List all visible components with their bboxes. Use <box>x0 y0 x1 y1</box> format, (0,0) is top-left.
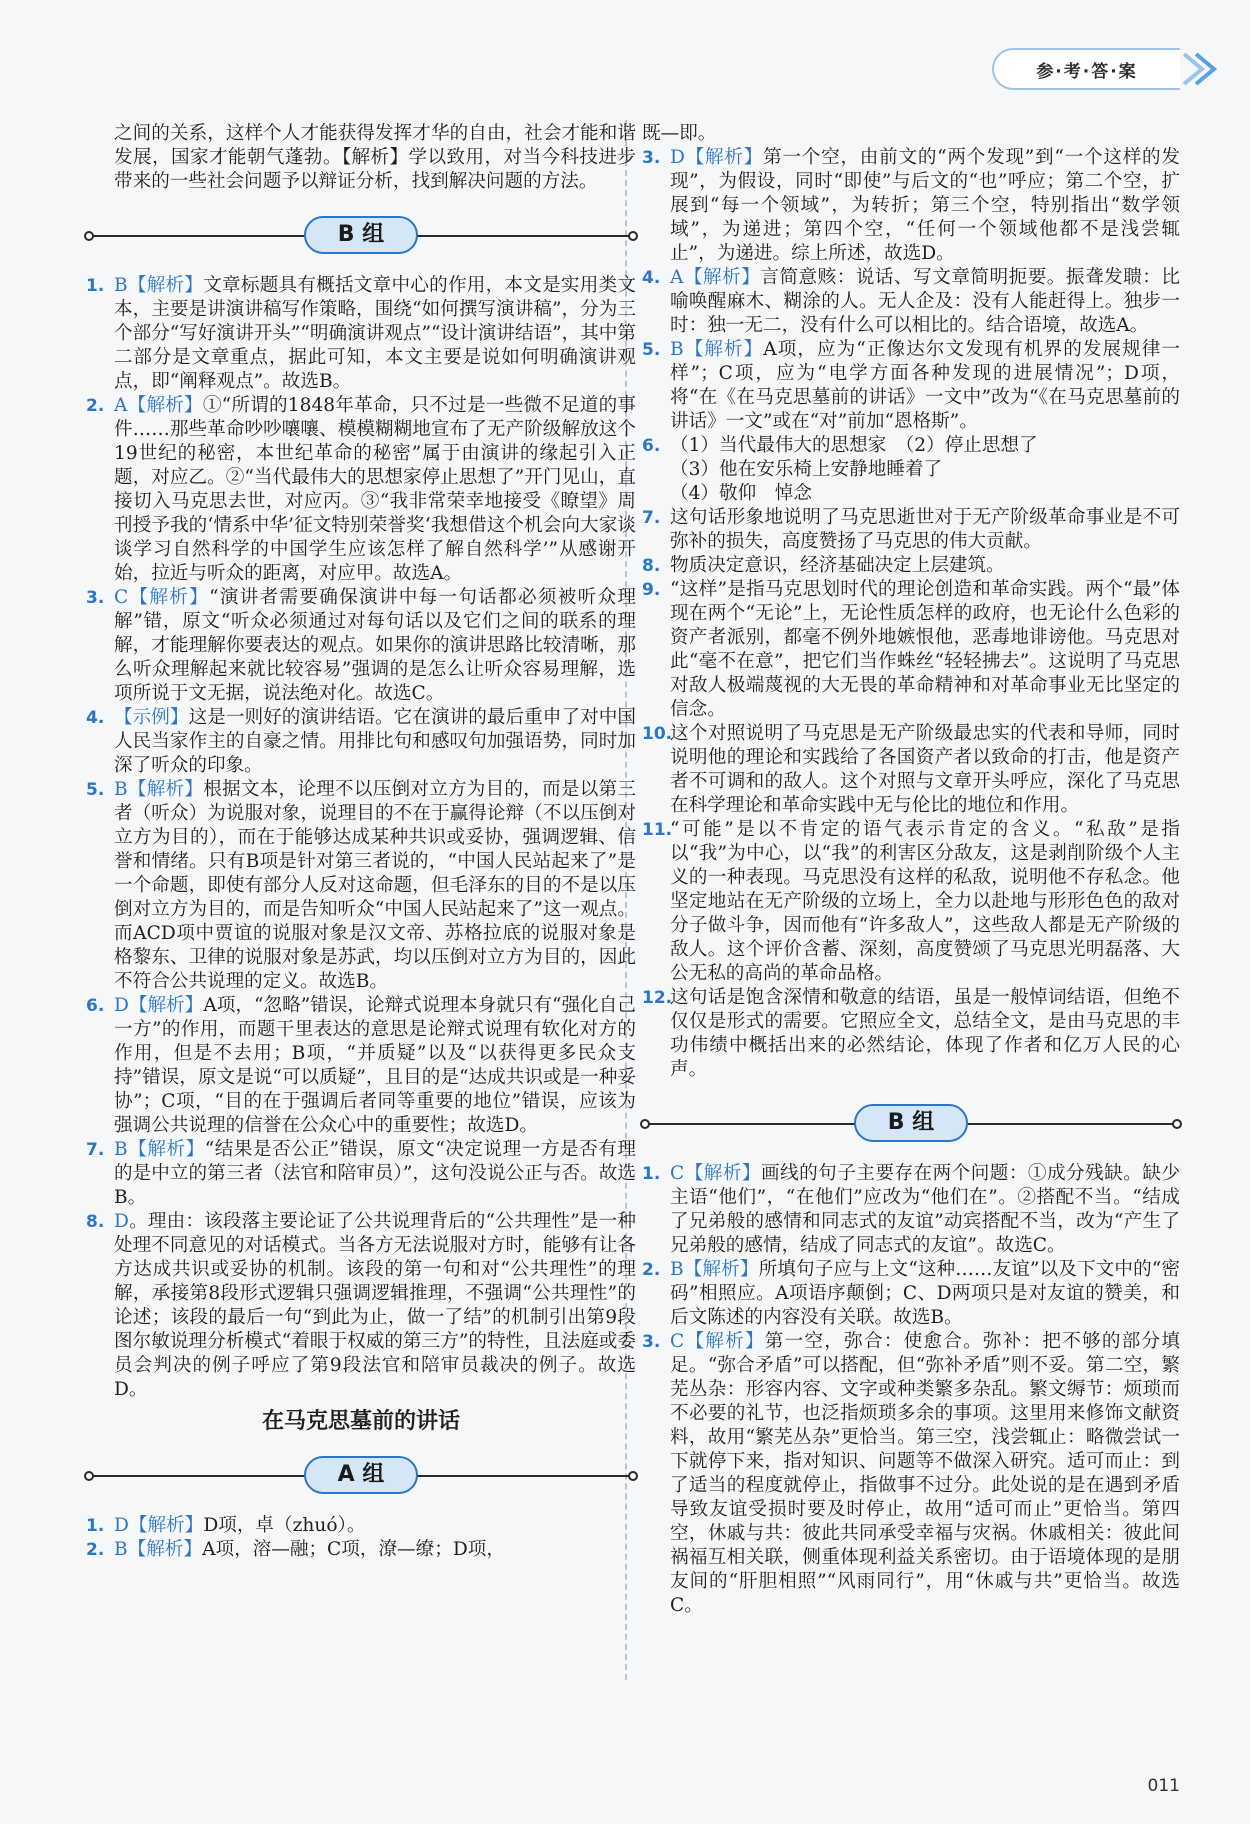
answer-number: 5. <box>86 780 105 800</box>
answer-text: “这样”是指马克思划时代的理论创造和革命实践。两个“最”体现在两个“无论”上，无论性质怎样的政府，也无论什么色彩的资产者派别，都毫不例外地嫉恨他，恶毒地诽谤他。马克思对此“毫不在意”，把它们当作蛛丝“轻轻拂去”。这说明了马克思对敌人极端蔑视的大无畏的革命精神和对革命事业无比坚定的信念。 <box>670 579 1180 720</box>
answer-text: 这个对照说明了马克思是无产阶级最忠实的代表和导师，同时说明他的理论和实践给了各国资产者以致命的打击，他是资产者不可调和的敌人。这个对照与文章开头呼应，深化了马克思在科学理论和革命实践中无与伦比的地位和作用。 <box>670 723 1180 816</box>
answer-number: 1. <box>86 1516 105 1536</box>
answer-number: 3. <box>86 588 105 608</box>
answer-item <box>86 394 636 586</box>
answer-item <box>642 1162 1180 1258</box>
answer-text: A项，溶—融；C项，潦—缭；D项， <box>202 1539 505 1560</box>
answer-choice: B <box>670 1259 684 1280</box>
answer-item <box>86 778 636 994</box>
analysis-tag: 【示例】 <box>114 707 189 728</box>
answer-number: 6. <box>86 996 105 1016</box>
right-intro: 既—即。 <box>642 123 717 144</box>
answer-number: 7. <box>642 508 661 528</box>
answer-number: 4. <box>642 268 661 288</box>
answer-number: 10. <box>642 724 673 744</box>
left-column <box>86 122 636 1562</box>
answer-item <box>86 586 636 706</box>
answer-item <box>642 1258 1180 1330</box>
answer-text: 这是一则好的演讲结语。它在演讲的最后重申了对中国人民当家作主的自豪之情。用排比句和感叹句加强语势，同时加深了听众的印象。 <box>114 707 636 776</box>
analysis-tag: 【解析】 <box>127 1539 203 1560</box>
page-header <box>0 0 1250 112</box>
group-b-label: B 组 <box>304 216 418 254</box>
answer-choice: C <box>670 1331 685 1352</box>
answer-text: D项，卓（zhuó）。 <box>203 1515 366 1536</box>
group-a-heading <box>86 1448 636 1504</box>
answer-choice: B <box>114 1139 128 1160</box>
answer-item <box>86 1138 636 1210</box>
section-title: 在马克思墓前的讲话 <box>261 1409 460 1434</box>
answer-text: 这句话是饱含深情和敬意的结语，虽是一般悼词结语，但绝不仅仅是形式的需要。它照应全文，总结全文，是由马克思的丰功伟绩中概括出来的必然结论，体现了作者和亿万人民的心声。 <box>670 987 1180 1080</box>
answer-item <box>642 986 1180 1082</box>
answer-number: 6. <box>642 436 661 456</box>
analysis-tag: 【解析】 <box>127 1139 205 1160</box>
answer-number: 11. <box>642 820 673 840</box>
chevron-right-icon <box>1180 52 1220 86</box>
group-b-heading <box>86 208 636 264</box>
answer-text: A项，应为“正像达尔文发现有机界的发展规律一样”；C项，应为“电学方面各种发现的进展情况”；D项，将“在《在马克思墓前的讲话》一文中”改为“《在马克思墓前的讲话》一文”或在“对”前加“恩格斯”。 <box>670 339 1180 432</box>
answer-number: 12. <box>642 988 673 1008</box>
answer-text: （1）当代最伟大的思想家 （2）停止思想了 <box>670 435 1038 456</box>
group-a-label: A 组 <box>304 1456 418 1494</box>
left-answer-list <box>86 274 636 1402</box>
answer-text: 这句话形象地说明了马克思逝世对于无产阶级革命事业是不可弥补的损失，高度赞扬了马克思的伟大贡献。 <box>670 507 1180 552</box>
answer-number: 1. <box>86 276 105 296</box>
answer-number: 9. <box>642 580 661 600</box>
answer-number: 3. <box>642 1332 661 1352</box>
answer-text: 所填句子应与上文“这种……友谊”以及下文中的“密码”相照应。A项语序颠倒；C、D两项只是对友谊的赞美，和后文陈述的内容没有关联。故选B。 <box>670 1259 1180 1328</box>
answer-item <box>642 818 1180 986</box>
analysis-tag: 【解析】 <box>683 1259 759 1280</box>
answer-number: 1. <box>642 1164 661 1184</box>
answer-item <box>642 578 1180 722</box>
answer-choice: B <box>114 1539 128 1560</box>
answer-number: 7. <box>86 1140 105 1160</box>
analysis-tag: 【解析】 <box>128 587 210 608</box>
right-answer-list <box>642 146 1180 1082</box>
answer-choice: B <box>114 275 128 296</box>
answer-number: 3. <box>642 148 661 168</box>
answer-item <box>642 722 1180 818</box>
right-column <box>642 122 1180 1618</box>
answer-text: 言简意赅：说话、写文章简明扼要。振聋发聩：比喻唤醒麻木、糊涂的人。无人企及：没有人能赶得上。独步一时：独一无二，没有什么可以相比的。结合语境，故选A。 <box>670 267 1180 336</box>
answer-choice: C <box>114 587 129 608</box>
answer-text: 根据文本，论理不以压倒对立方为目的，而是以第三者（听众）为说服对象，说理目的不在于赢得论辩（不以压倒对立方为目的），而在于能够达成某种共识或妥协，强调逻辑、信誉和情绪。只有B项是针对第三者说的，“中国人民站起来了”是一个命题，即使有部分人反对这命题，但毛泽东的目的不是以压倒对立方为目的，而是告知听众“中国人民站起来了”这一观点。而ACD项中贾谊的说服对象是汉文帝、苏格拉底的说服对象是格黎东、卫律的说服对象是苏武，均以压倒对立方为目的，因此不符合公共说理的定义。故选B。 <box>114 779 636 992</box>
group-a-answer-list <box>86 1514 636 1562</box>
analysis-tag: 【解析】 <box>683 267 761 288</box>
answer-choice: B <box>670 339 684 360</box>
answer-item <box>642 554 1180 578</box>
answer-item <box>86 994 636 1138</box>
answer-number: 4. <box>86 708 105 728</box>
answer-item <box>86 1210 636 1402</box>
answer-text: A项，“忽略”错误，论辩式说理本身就只有“强化自己一方”的作用，而题干里表达的意思是论辩式说理有软化对方的作用，但是不去用；B项，“并质疑”以及“以获得更多民众支持”错误，原文是说“可以质疑”，且目的是“达成共识或是一种妥协”；C项，“目的在于强调后者同等重要的地位”错误，应该为强调公共说理的信誉在公众心中的重要性；故选D。 <box>114 995 636 1136</box>
answer-text: 文章标题具有概括文章中心的作用，本文是实用类文本，主要是讲演讲稿写作策略，围绕“如何撰写演讲稿”，分为三个部分“写好演讲开头”“明确演讲观点”“设计演讲结语”，其中第二部分是文章重点，据此可知，本文主要是说如何明确演讲观点，即“阐释观点”。故选B。 <box>114 275 636 392</box>
answer-text: 物质决定意识，经济基础决定上层建筑。 <box>670 555 1005 576</box>
answer-line: （4）敬仰 悼念 <box>670 483 812 504</box>
answer-item <box>642 434 1180 506</box>
answer-number: 5. <box>642 340 661 360</box>
answer-choice: A <box>670 267 684 288</box>
answer-item <box>86 1538 636 1562</box>
answer-text: 画线的句子主要存在两个问题：①成分残缺。缺少主语“他们”，“在他们”应改为“他们在”。②搭配不当。“结成了兄弟般的感情和同志式的友谊”动宾搭配不当，改为“产生了兄弟般的感情，结成了同志式的友谊”。故选C。 <box>670 1163 1180 1256</box>
answer-item <box>642 146 1180 266</box>
answer-choice: D <box>114 1211 129 1232</box>
answer-number: 2. <box>86 396 105 416</box>
answer-choice: D <box>670 147 685 168</box>
answer-text: 第一空，弥合：使愈合。弥补：把不够的部分填足。“弥合矛盾”可以搭配，但“弥补矛盾”则不妥。第二空，繁芜丛杂：形容内容、文字或种类繁多杂乱。繁文缛节：烦琐而不必要的礼节，也泛指烦琐多余的事项。这里用来修饰文献资料，故用“繁芜丛杂”更恰当。第三空，浅尝辄止：略微尝试一下就停下来，指对知识、问题等不做深入研究。适可而止：到了适当的程度就停止，指做事不过分。此处说的是在遇到矛盾导致友谊受损时要及时停止，故用“适可而止”更恰当。第四空，休戚与共：彼此共同承受幸福与灾祸。休戚相关：彼此间祸福互相关联，侧重体现利益关系密切。由于语境体现的是朋友间的“肝胆相照”“风雨同行”，用“休戚与共”更恰当。故选C。 <box>670 1331 1180 1616</box>
answer-text: “可能”是以不肯定的语气表示肯定的含义。“私敌”是指以“我”为中心，以“我”的利害区分敌友，这是剥削阶级个人主义的一种表现。马克思没有这样的私敌，说明他不存私念。他坚定地站在无产阶级的立场上，全力以赴地与形形色色的敌对分子做斗争，因而他有“许多敌人”，这些敌人都是无产阶级的敌人。这个评价含蓄、深刻，高度赞颂了马克思光明磊落、大公无私的高尚的革命品格。 <box>670 819 1180 984</box>
analysis-tag: 【解析】 <box>684 1331 765 1352</box>
analysis-tag: 【解析】 <box>683 339 764 360</box>
answer-number: 2. <box>642 1260 661 1280</box>
answer-text: ①“所谓的1848年革命，只不过是一些微不足道的事件……那些革命吵吵嚷嚷、模模糊糊地宣布了无产阶级解放这个19世纪的秘密，本世纪革命的秘密”属于由演讲的缘起引入正题，对应乙。②“当代最伟大的思想家停止思想了”开门见山，直接切入马克思去世，对应丙。③“我非常荣幸地接受《瞭望》周刊授予我的‘情系中华’征文特别荣誉奖‘我想借这个机会向大家谈谈学习自然科学的中国学生应该怎样了解自然科学’”从感谢开始，拉近与听众的距离，对应甲。故选A。 <box>114 395 636 584</box>
answer-choice: D <box>114 995 129 1016</box>
header-label: 参·考·答·案 <box>1036 61 1138 82</box>
answer-choice: A <box>114 395 128 416</box>
group-b2-label: B 组 <box>854 1104 968 1142</box>
analysis-tag: 【解析】 <box>127 275 204 296</box>
answer-choice: D <box>114 1515 129 1536</box>
answer-text: “结果是否公正”错误，原文“决定说理一方是否有理的是中立的第三者（法官和陪审员）”，这句没说公正与否。故选B。 <box>114 1139 636 1208</box>
group-b2-heading <box>642 1096 1180 1152</box>
page-number: 011 <box>1147 1776 1180 1796</box>
answer-text: 第一个空，由前文的“两个发现”到“一个这样的发现”，为假设，同时“即使”与后文的“也”呼应；第二个空，扩展到“每一个领域”，为转折；第三个空，特别指出“数学领域”，为递进；第四个空，“任何一个领域他都不是浅尝辄止”，为递进。综上所述，故选D。 <box>670 147 1180 264</box>
answer-line: （3）他在安乐椅上安静地睡着了 <box>670 459 943 480</box>
answer-item <box>86 274 636 394</box>
answer-key-tab <box>992 48 1180 90</box>
answer-number: 8. <box>86 1212 105 1232</box>
answer-item <box>86 706 636 778</box>
answer-item <box>86 1514 636 1538</box>
answer-item <box>642 338 1180 434</box>
answer-item <box>642 506 1180 554</box>
answer-item <box>642 266 1180 338</box>
analysis-tag: 【解析】 <box>127 395 203 416</box>
analysis-tag: 【解析】 <box>127 779 204 800</box>
answer-text: 。理由：该段落主要论证了公共说理背后的“公共理性”是一种处理不同意见的对话模式。当各方无法说服对方时，能够有让各方达成共识或妥协的机制。该段的第一句和对“公共理性”的理解，承接第8段形式逻辑只强调逻辑推理，不强调“公共理性”的论述；该段的最后一句“到此为止，做一了结”的机制引出第9段图尔敏说理分析模式“着眼于权威的第三方”的特性，且法庭或委员会判决的例子呼应了第9段法官和陪审员裁决的例子。故选D。 <box>114 1211 636 1400</box>
left-intro: 之间的关系，这样个人才能获得发挥才华的自由，社会才能和谐发展，国家才能朝气蓬勃。【解析】学以致用，对当今科技进步带来的一些社会问题予以辩证分析，找到解决问题的方法。 <box>114 123 636 192</box>
answer-text: “演讲者需要确保演讲中每一句话都必须被听众理解”错，原文“听众必须通过对每句话以及它们之间的联系的理解，才能理解你要表达的观点。如果你的演讲思路比较清晰，那么听众理解起来就比较容易”强调的是怎么让听众容易理解，选项所说于文无据，说法绝对化。故选C。 <box>114 587 636 704</box>
group-b2-answer-list <box>642 1162 1180 1618</box>
answer-choice: B <box>114 779 128 800</box>
answer-item <box>642 1330 1180 1618</box>
analysis-tag: 【解析】 <box>128 1515 204 1536</box>
answer-number: 8. <box>642 556 661 576</box>
answer-choice: C <box>670 1163 685 1184</box>
answer-number: 2. <box>86 1540 105 1560</box>
analysis-tag: 【解析】 <box>128 995 204 1016</box>
analysis-tag: 【解析】 <box>684 147 764 168</box>
analysis-tag: 【解析】 <box>684 1163 761 1184</box>
